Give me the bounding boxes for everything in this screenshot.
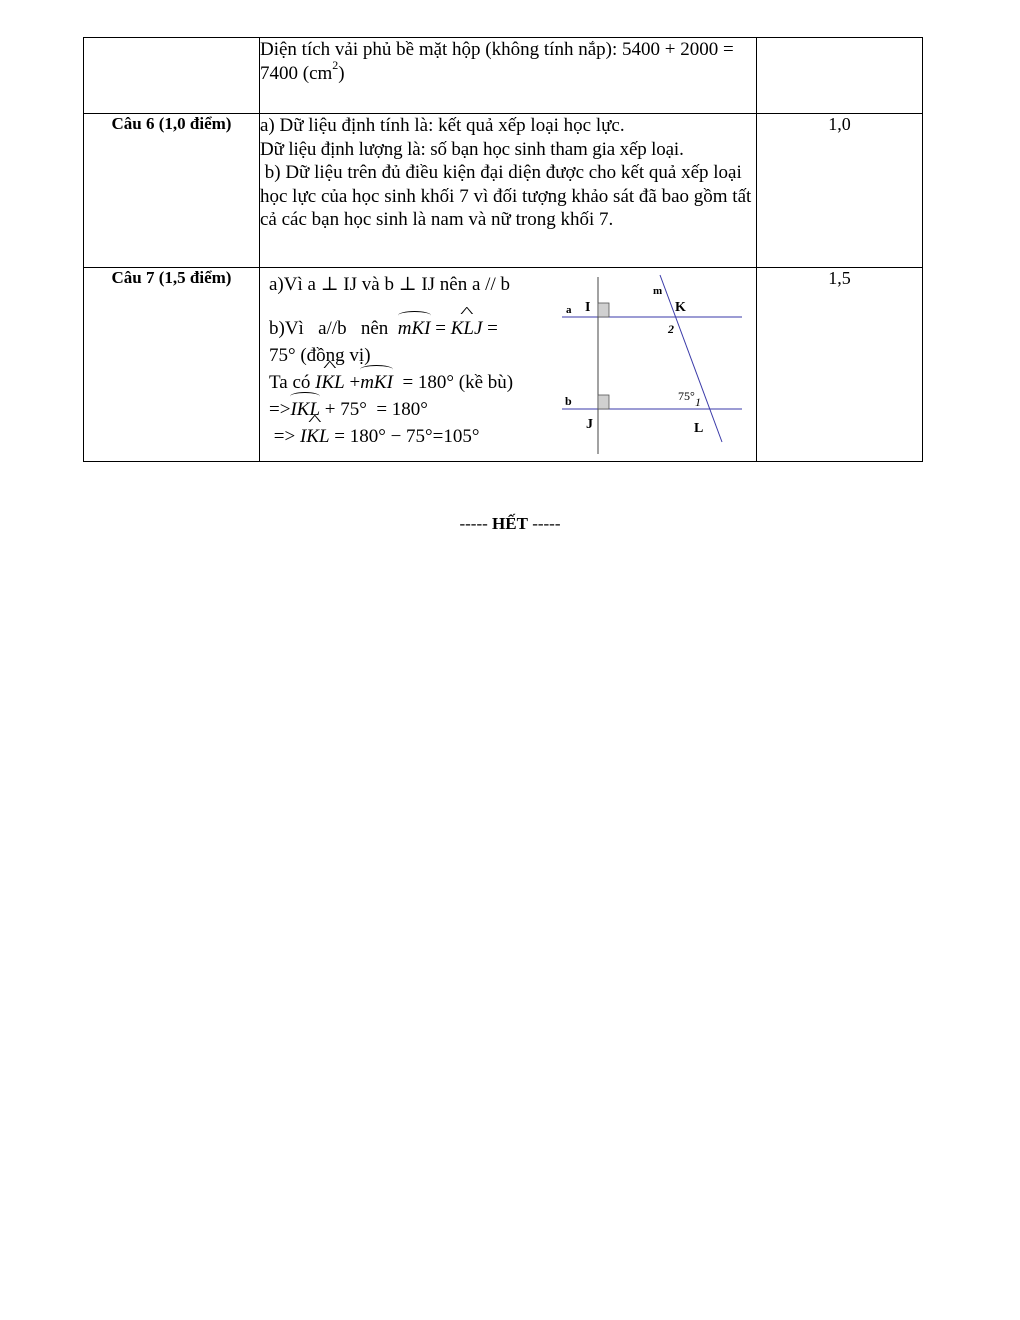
label-L: L: [694, 421, 704, 436]
text: = 180° (kề bù): [392, 372, 514, 393]
angle-ikl: ^ IKL: [300, 423, 330, 450]
label-2: 2: [668, 322, 674, 336]
label-m: m: [653, 285, 663, 297]
angle-klj: ^ KLJ: [451, 315, 483, 342]
score-cell: [757, 38, 923, 114]
end-marker: [0, 514, 1020, 534]
answer-line-e: [269, 423, 559, 450]
label-1: 1: [695, 395, 701, 409]
text: + 75° = 180°: [320, 399, 428, 420]
answer-line: b) Dữ liệu trên đủ điều kiện đại diện được cho kết quả xếp loại học lực của học sinh khối 7 vì đối tượng khảo sát đã bao gồm tất cả các bạn học sinh là nam và nữ trong khối 7.: [260, 162, 757, 230]
text: =: [482, 318, 498, 339]
text: =: [430, 318, 451, 339]
question-label: [84, 38, 260, 114]
label-I: I: [585, 300, 591, 315]
text: = 180° − 75°=105°: [329, 426, 480, 447]
table-row: [84, 268, 923, 462]
text: +: [344, 372, 361, 393]
angle-mki: mKI: [360, 369, 393, 396]
answer-line-a: a)Vì a ⊥ IJ và b ⊥ IJ nên a // b: [269, 274, 510, 295]
answer-line-b1: [269, 315, 559, 342]
score-cell: 1,5: [757, 268, 923, 462]
answer-content: [260, 114, 757, 268]
question-label: Câu 7 (1,5 điểm): [84, 268, 260, 462]
text: Ta có: [269, 372, 316, 393]
footer-end-text: HẾT: [492, 514, 528, 533]
label-a: a: [566, 304, 572, 316]
label-J: J: [586, 417, 593, 432]
table-row: [84, 114, 923, 268]
answer-line-b2: 75° (đồng vị): [269, 345, 371, 366]
line-m: [660, 275, 722, 442]
geometry-figure: [560, 272, 750, 457]
score-cell: 1,0: [757, 114, 923, 268]
label-K: K: [675, 300, 686, 315]
angle-ikl: ^ IKL: [315, 369, 345, 396]
answer-content: [260, 38, 757, 114]
right-angle-j: [598, 395, 609, 409]
text: =>: [269, 399, 291, 420]
right-angle-i: [598, 303, 609, 317]
superscript: 2: [332, 58, 339, 73]
footer-dashes-left: -----: [459, 514, 493, 533]
answer-table: [83, 37, 923, 462]
label-b: b: [565, 394, 572, 408]
text: =>: [269, 426, 300, 447]
table-row: [84, 38, 923, 114]
angle-mki: mKI: [398, 315, 431, 342]
footer-dashes-right: -----: [527, 514, 561, 533]
label-75: 75°: [678, 389, 695, 403]
answer-text: Diện tích vải phủ bề mặt hộp (không tính nắp): 5400 + 2000 = 7400 (cm: [260, 39, 734, 84]
answer-line: Dữ liệu định lượng là: số bạn học sinh tham gia xếp loại.: [260, 138, 684, 160]
angle-ikl: IKL: [290, 396, 320, 423]
text: b)Vì a//b nên: [269, 318, 398, 339]
question-label: Câu 6 (1,0 điểm): [84, 114, 260, 268]
answer-content: [260, 268, 757, 462]
answer-line: a) Dữ liệu định tính là: kết quả xếp loại học lực.: [260, 115, 625, 136]
answer-text-end: ): [338, 62, 345, 84]
